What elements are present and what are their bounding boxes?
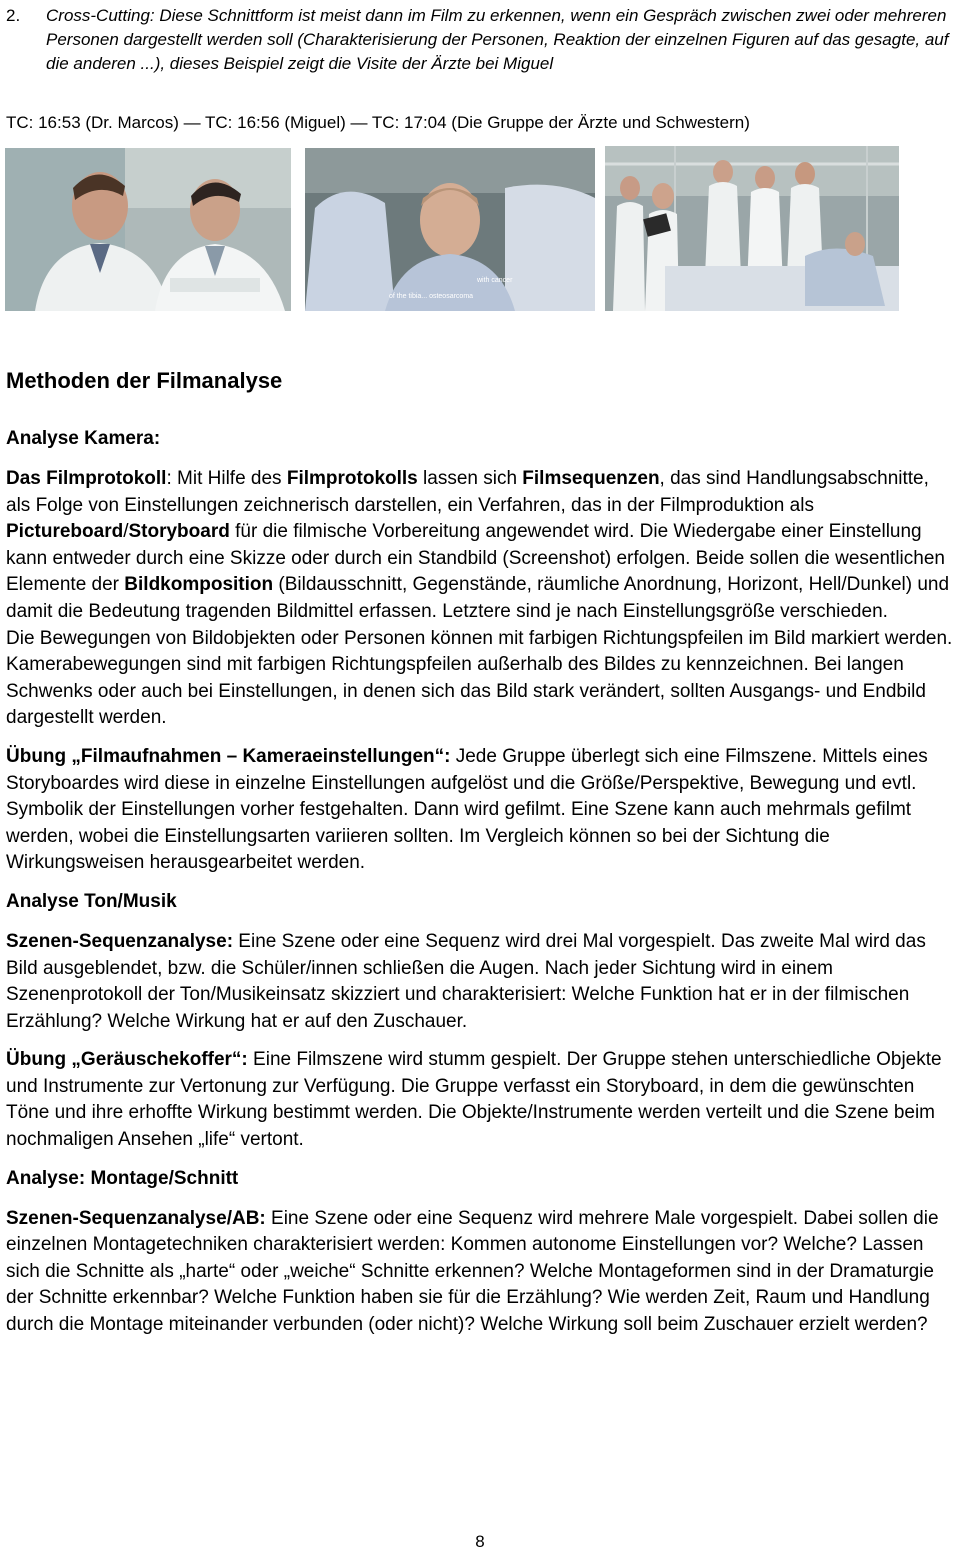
film-still-group (605, 146, 899, 311)
heading-montage: Analyse: Montage/Schnitt (6, 1167, 239, 1189)
heading-ton-musik: Analyse Ton/Musik (6, 890, 177, 912)
page-title: Methoden der Filmanalyse (6, 368, 283, 393)
paragraph-bewegungen: Die Bewegungen von Bildobjekten oder Personen können mit farbigen Richtungspfeilen im Bild markiert werden. Kamerabewegungen sind mit farbigen Richtungspfeilen außerhalb des Bildes zu kennzeichnen. Bei langen Schwenks oder auch bei Einstellungen, in denen sich das Bild stark verändert, sollten Ausgangs- und Endbild dargestellt werden. (6, 627, 953, 729)
list-number: 2. (6, 6, 21, 25)
heading-kamera: Analyse Kamera: (6, 428, 161, 449)
paragraph-szenen-montage: Szenen-Sequenzanalyse/AB: Eine Szene oder eine Sequenz wird mehrere Male vorgespielt. Dabei sollen die einzelnen Montagetechniken charakterisiert werden: Kommen autonome Einstellungen vor? Welche? Lassen sich die Schnitte als „harte“ oder „weiche“ Schnitte erkennen? Welche Montageformen sind in der Dramaturgie der Schnitte erkennbar? Welche Funktion haben sie für die Erzählung? Wie werden Zeit, Raum und Handlung durch die Montage miteinander verbunden (oder nicht)? Welche Wirkung soll beim Zuschauer erzielt werden? (6, 1207, 939, 1336)
timecodes-line: TC: 16:53 (Dr. Marcos) — TC: 16:56 (Miguel) — TC: 17:04 (Die Gruppe der Ärzte und Schwestern) (6, 113, 750, 132)
subtitle-line-2: of the tibia... osteosarcoma (389, 293, 474, 300)
intro-paragraph (6, 4, 952, 76)
intro-text: Cross-Cutting: Diese Schnittform ist meist dann im Film zu erkennen, wenn ein Gespräch zwischen zwei oder mehreren Personen dargestellt werden soll (Charakterisierung der Personen, Reaktion der einzelnen Figuren auf das gesagte, auf die anderen ...), dieses Beispiel zeigt die Visite der Ärzte bei Miguel (46, 6, 949, 73)
film-still-miguel (305, 148, 595, 311)
paragraph-filmprotokoll: Das Filmprotokoll: Mit Hilfe des Filmprotokolls lassen sich Filmsequenzen, das sind Handlungsabschnitte, als Folge von Einstellungen zeichnerisch darstellen, ein Verfahren, das in der Filmproduktion als Pictureboard/Storyboard für die filmische Vorbereitung angewendet wird. Die Wiedergabe einer Einstellung kann entweder durch eine Skizze oder durch ein Standbild (Screenshot) erfolgen. Beide sollen die wesentlichen Elemente der Bildkomposition (Bildausschnitt, Gegenstände, räumliche Anordnung, Horizont, Hell/Dunkel) und damit die Bedeutung tragenden Bildmittel erfassen. Letztere sind je nach Einstellungsgröße verschieden. (6, 468, 950, 622)
paragraph-uebung-geraeusche: Übung „Geräuschekoffer“: Eine Filmszene wird stumm gespielt. Der Gruppe stehen unterschiedliche Objekte und Instrumente zur Vertonung zur Verfügung. Die Gruppe verfasst ein Storyboard, in dem die gewünschten Töne und ihre erhoffte Wirkung bestimmt werden. Die Objekte/Instrumente werden verteilt und die Szene beim nochmaligen Ansehen „life“ vertont. (6, 1049, 942, 1151)
main-content (6, 426, 956, 1351)
subtitle-line-1: with cancer (477, 277, 513, 284)
paragraph-uebung-filmaufnahmen: Übung „Filmaufnahmen – Kameraeinstellungen“: Jede Gruppe überlegt sich eine Filmszene. Mittels eines Storyboardes wird diese in einzelne Einstellungen aufgelöst und die Größe/Perspektive, Bewegung und evtl. Symbolik der Einstellungen vorher festgehalten. Dann wird gefilmt. Eine Szene kann auch mehrmals gefilmt werden, wobei die Einstellungsarten variieren sollten. Im Vergleich können so bei der Sichtung die Wirkungsweisen herausgearbeitet werden. (6, 745, 928, 874)
paragraph-szenen-ton: Szenen-Sequenzanalyse: Eine Szene oder eine Sequenz wird drei Mal vorgespielt. Das zweite Mal wird das Bild ausgeblendet, bzw. die Schüler/innen schließen die Augen. Nach jeder Sichtung wird in einem Szenenprotokoll der Ton/Musikeinsatz skizziert und charakterisiert: Welche Funktion hat er in der filmischen Erzählung? Welche Wirkung hat er auf den Zuschauer. (6, 930, 926, 1032)
film-still-doctors (5, 148, 291, 311)
page-number: 8 (475, 1532, 485, 1551)
